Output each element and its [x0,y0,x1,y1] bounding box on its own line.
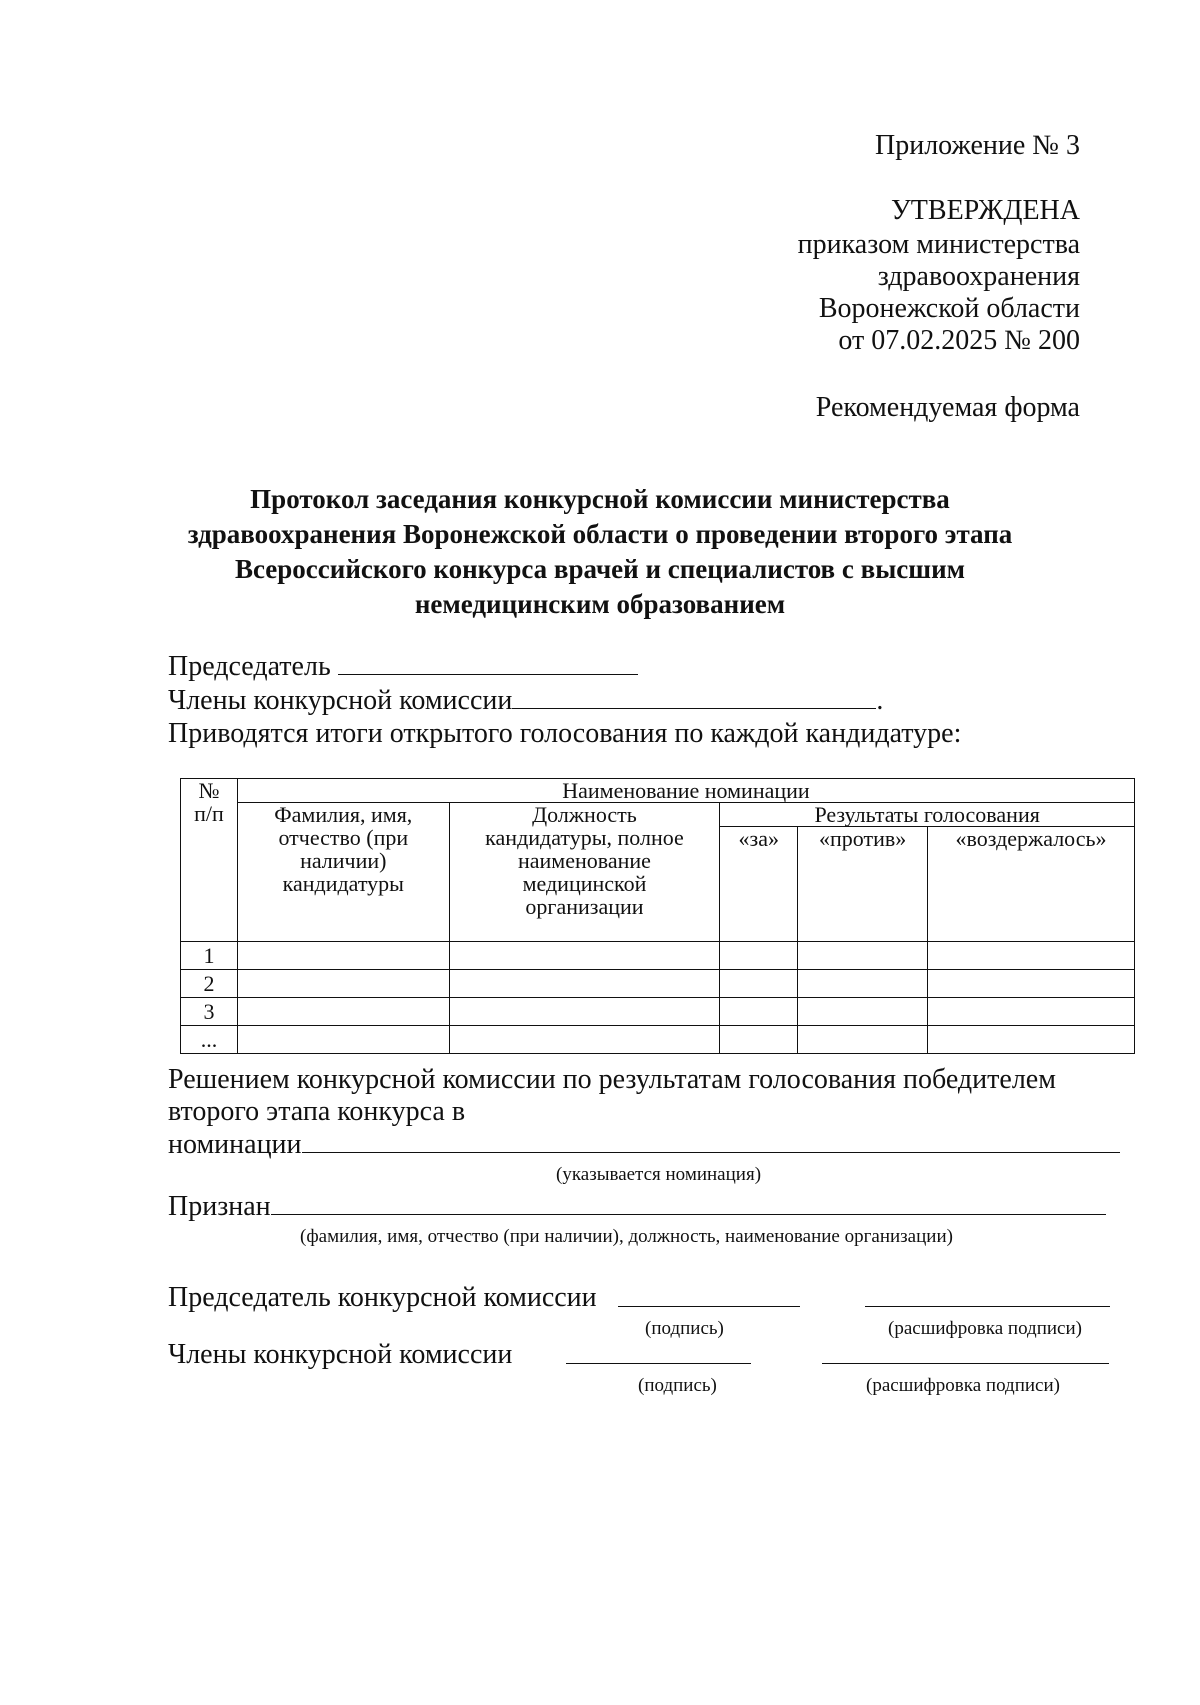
nomination-row [168,1128,1120,1161]
sign-members-label: Члены конкурсной комиссии [168,1339,513,1370]
members-signature-line[interactable] [566,1363,751,1364]
position-header-line: Должность [532,802,637,827]
name-header-line: кандидатуры [282,871,404,896]
position-header-line: наименование [518,848,651,873]
name-header-line: Фамилия, имя, [274,802,413,827]
members-fill-line[interactable] [512,684,876,709]
num-header [181,779,238,942]
members-row [168,684,883,717]
table-row [181,998,1135,1026]
members-signature-hint: (подпись) [638,1375,717,1396]
recognized-fill-line[interactable] [271,1190,1106,1215]
title-line: Протокол заседания конкурсной комиссии министерства [250,484,950,514]
members-decode-hint: (расшифровка подписи) [866,1375,1060,1396]
table-cell[interactable] [237,942,449,970]
table-cell[interactable] [798,1026,928,1054]
position-header-line: медицинской [522,871,647,896]
form-note: Рекомендуемая форма [815,392,1080,423]
title-line: здравоохранения Воронежской области о проведении второго этапа [187,519,1013,549]
table-cell[interactable] [449,970,720,998]
table-cell[interactable] [720,998,798,1026]
table-cell[interactable] [720,942,798,970]
approved-by-line-1: приказом министерства [797,229,1080,260]
table-row [181,1026,1135,1054]
nomination-header: Наименование номинации [237,779,1134,803]
table-cell[interactable] [798,942,928,970]
row-number: 2 [181,970,238,998]
against-header: «против» [798,827,928,942]
table-cell[interactable] [798,970,928,998]
approved-by-line-3: Воронежской области [818,293,1080,324]
nomination-label: номинации [168,1129,302,1160]
decision-line-1: Решением конкурсной комиссии по результатам голосования победителем [168,1064,1056,1095]
members-label: Члены конкурсной комиссии [168,685,513,716]
for-header: «за» [720,827,798,942]
position-header-line: организации [525,894,644,919]
num-header-line: п/п [194,801,224,826]
position-header-line: кандидатуры, полное [485,825,684,850]
recognized-label: Признан [168,1191,271,1222]
table-cell[interactable] [449,998,720,1026]
members-decode-line[interactable] [822,1363,1109,1364]
nomination-fill-line[interactable] [302,1128,1120,1153]
document-title [150,482,1050,622]
chairman-fill-line[interactable] [338,650,638,675]
chairman-signature-line[interactable] [618,1306,800,1307]
chairman-signature-hint: (подпись) [645,1318,724,1339]
row-number: ... [181,1026,238,1054]
name-header-line: отчество (при [278,825,409,850]
table-cell[interactable] [237,998,449,1026]
nomination-hint: (указывается номинация) [556,1164,762,1185]
table-cell[interactable] [449,1026,720,1054]
chairman-decode-hint: (расшифровка подписи) [888,1318,1082,1339]
approved-stamp-text: УТВЕРЖДЕНА [890,195,1080,226]
recognized-row [168,1190,1106,1223]
table-cell[interactable] [928,1026,1135,1054]
table-row [181,970,1135,998]
approved-by-line-2: здравоохранения [877,261,1080,292]
abstain-header: «воздержалось» [928,827,1135,942]
chairman-row [168,650,638,683]
chairman-decode-line[interactable] [865,1306,1110,1307]
recognized-hint: (фамилия, имя, отчество (при наличии), должность, наименование организации) [300,1226,953,1247]
table-cell[interactable] [928,942,1135,970]
title-line: немедицинским образованием [414,589,786,619]
voting-table [180,778,1135,1054]
table-cell[interactable] [720,970,798,998]
table-cell[interactable] [928,970,1135,998]
table-cell[interactable] [237,1026,449,1054]
appendix-number: Приложение № 3 [875,130,1080,161]
title-line: Всероссийского конкурса врачей и специалистов с высшим [234,554,966,584]
table-cell[interactable] [237,970,449,998]
results-header: Результаты голосования [720,803,1135,827]
voting-intro: Приводятся итоги открытого голосования по каждой кандидатуре: [168,718,962,749]
decision-line-2: второго этапа конкурса в [168,1096,466,1127]
table-cell[interactable] [798,998,928,1026]
sign-chairman-label: Председатель конкурсной комиссии [168,1282,597,1313]
name-header [237,803,449,942]
chairman-label: Председатель [168,651,331,682]
table-cell[interactable] [449,942,720,970]
approved-by-line-4: от 07.02.2025 № 200 [838,325,1080,356]
members-end: . [876,685,884,716]
position-header [449,803,720,942]
name-header-line: наличии) [300,848,387,873]
table-cell[interactable] [720,1026,798,1054]
row-number: 1 [181,942,238,970]
table-cell[interactable] [928,998,1135,1026]
row-number: 3 [181,998,238,1026]
num-header-line: № [198,778,220,803]
table-row [181,942,1135,970]
